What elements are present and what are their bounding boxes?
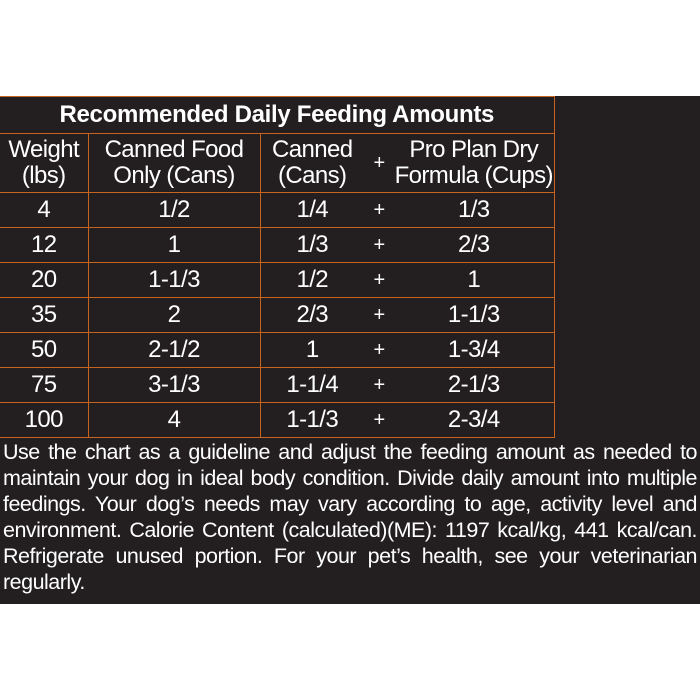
feeding-table xyxy=(0,96,555,438)
cell-canned: 1/2 xyxy=(260,263,364,298)
cell-canned-only: 1 xyxy=(88,228,260,263)
cell-dry: 1-3/4 xyxy=(394,333,554,368)
header-dry-line2: Formula (Cups) xyxy=(394,162,553,189)
cell-weight: 75 xyxy=(0,368,88,403)
header-canned-line2: (Cans) xyxy=(278,162,347,189)
cell-plus: + xyxy=(364,403,394,438)
header-canned-only-line1: Canned Food xyxy=(104,136,244,163)
header-plus: + xyxy=(364,134,394,193)
cell-plus: + xyxy=(364,333,394,368)
table-row xyxy=(0,368,554,403)
cell-dry: 1 xyxy=(394,263,554,298)
table-row xyxy=(0,228,554,263)
table-row xyxy=(0,403,554,438)
cell-plus: + xyxy=(364,298,394,333)
header-weight-line1: Weight xyxy=(8,136,80,163)
table-title: Recommended Daily Feeding Amounts xyxy=(0,97,554,134)
cell-weight: 20 xyxy=(0,263,88,298)
header-dry-line1: Pro Plan Dry xyxy=(409,136,539,163)
cell-weight: 35 xyxy=(0,298,88,333)
header-canned-only xyxy=(88,134,260,193)
cell-weight: 50 xyxy=(0,333,88,368)
cell-dry: 2-1/3 xyxy=(394,368,554,403)
cell-plus: + xyxy=(364,263,394,298)
table-row xyxy=(0,333,554,368)
cell-plus: + xyxy=(364,193,394,228)
table-header-row xyxy=(0,134,554,193)
cell-canned: 1-1/4 xyxy=(260,368,364,403)
feeding-notes: Use the chart as a guideline and adjust the feeding amount as needed to maintain your dog in ideal body condition. Divide daily amount into multiple feedings. Your dog’s needs may vary according to age, activity level and environment. Calorie Content (calculated)(ME): 1197 kcal/kg, 441 kcal/can. Refrigerate unused portion. For your pet’s health, see your veterinarian regularly. xyxy=(3,440,697,594)
cell-weight: 100 xyxy=(0,403,88,438)
header-weight-line2: (lbs) xyxy=(21,162,66,189)
cell-weight: 12 xyxy=(0,228,88,263)
feeding-table-wrap xyxy=(0,96,554,438)
cell-canned: 1/3 xyxy=(260,228,364,263)
feeding-label-panel xyxy=(0,96,700,604)
cell-plus: + xyxy=(364,228,394,263)
cell-dry: 1/3 xyxy=(394,193,554,228)
cell-canned-only: 4 xyxy=(88,403,260,438)
cell-canned-only: 3-1/3 xyxy=(88,368,260,403)
cell-canned: 1/4 xyxy=(260,193,364,228)
cell-canned: 1 xyxy=(260,333,364,368)
header-weight xyxy=(0,134,88,193)
cell-canned: 1-1/3 xyxy=(260,403,364,438)
cell-dry: 2-3/4 xyxy=(394,403,554,438)
header-canned-line1: Canned xyxy=(272,136,353,163)
cell-canned-only: 2 xyxy=(88,298,260,333)
cell-dry: 2/3 xyxy=(394,228,554,263)
cell-plus: + xyxy=(364,368,394,403)
cell-canned-only: 1-1/3 xyxy=(88,263,260,298)
table-row xyxy=(0,298,554,333)
header-canned-only-line2: Only (Cans) xyxy=(113,162,235,189)
header-canned xyxy=(260,134,364,193)
cell-dry: 1-1/3 xyxy=(394,298,554,333)
table-row xyxy=(0,193,554,228)
cell-canned-only: 1/2 xyxy=(88,193,260,228)
cell-weight: 4 xyxy=(0,193,88,228)
cell-canned-only: 2-1/2 xyxy=(88,333,260,368)
table-row xyxy=(0,263,554,298)
header-dry xyxy=(394,134,554,193)
cell-canned: 2/3 xyxy=(260,298,364,333)
